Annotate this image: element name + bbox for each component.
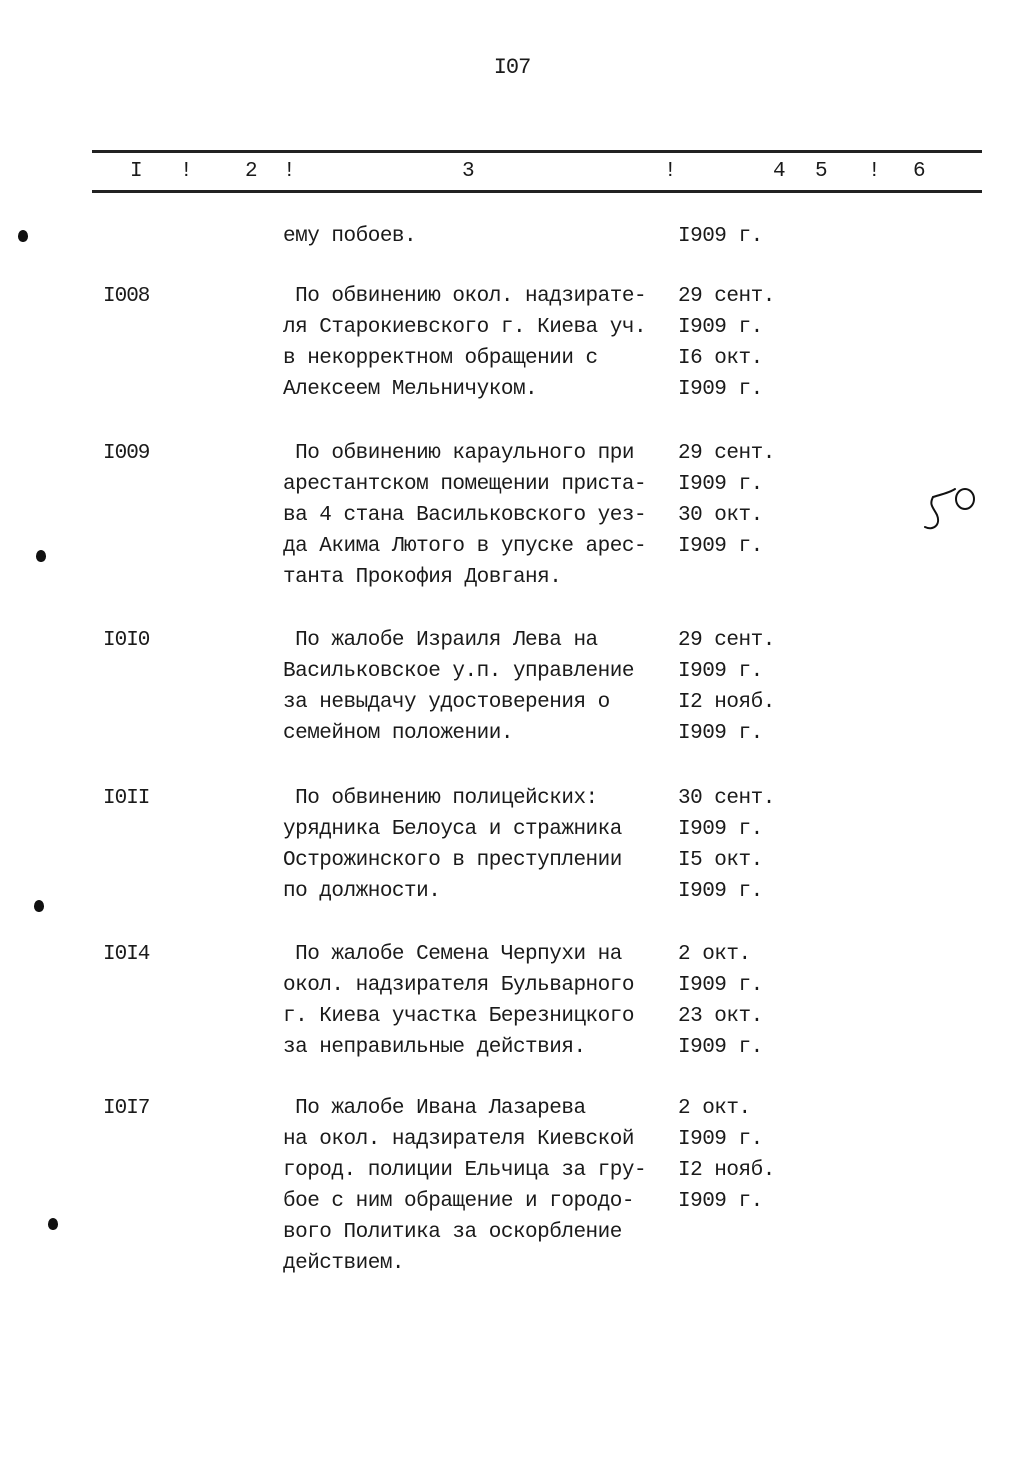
column-2-label: 2 — [245, 160, 258, 183]
entry-text-line: ему побоев. — [283, 225, 417, 248]
entry-date-line: 29 сент. — [678, 629, 775, 652]
column-separator: ! — [283, 160, 296, 183]
entry-number: I008 — [103, 285, 150, 308]
entry-text-line: в некорректном обращении с — [283, 347, 598, 370]
entry-date-line: 2 окт. — [678, 1097, 751, 1120]
handwritten-note-icon — [915, 485, 985, 535]
entry-number: I0II — [103, 787, 150, 810]
entry-text-line: Острожинского в преступлении — [283, 849, 622, 872]
entry-number: I009 — [103, 442, 150, 465]
entry-text-line: город. полиции Ельчица за гру- — [283, 1159, 647, 1182]
column-5-label: 5 — [815, 160, 828, 183]
entry-date-line: I909 г. — [678, 660, 763, 683]
header-rule-bottom — [92, 190, 982, 193]
entry-date-line: I909 г. — [678, 225, 763, 248]
entry-date-line: 29 сент. — [678, 442, 775, 465]
entry-number: I0I7 — [103, 1097, 150, 1120]
entry-text-line: По обвинению полицейских: — [283, 787, 598, 810]
entry-text-line: По жалобе Ивана Лазарева — [283, 1097, 586, 1120]
entry-text-line: По жалобе Семена Черпухи на — [283, 943, 622, 966]
column-4-label: 4 — [773, 160, 786, 183]
entry-text-line: Алексеем Мельничуком. — [283, 378, 538, 401]
entry-date-line: I2 нояб. — [678, 691, 775, 714]
column-separator: ! — [664, 160, 677, 183]
entry-text-line: за невыдачу удостоверения о — [283, 691, 610, 714]
entry-date-line: I909 г. — [678, 1190, 763, 1213]
entry-date-line: I909 г. — [678, 535, 763, 558]
entry-text-line: вого Политика за оскорбление — [283, 1221, 622, 1244]
entry-number: I0I4 — [103, 943, 150, 966]
entry-text-line: на окол. надзирателя Киевской — [283, 1128, 634, 1151]
entry-date-line: 30 окт. — [678, 504, 763, 527]
entry-date-line: I909 г. — [678, 818, 763, 841]
header-rule-top — [92, 150, 982, 153]
entry-text-line: танта Прокофия Довганя. — [283, 566, 562, 589]
column-separator: ! — [180, 160, 193, 183]
entry-date-line: 23 окт. — [678, 1005, 763, 1028]
entry-date-line: I909 г. — [678, 1128, 763, 1151]
entry-text-line: действием. — [283, 1252, 405, 1275]
binding-hole-mark — [36, 550, 46, 562]
column-1-label: I — [130, 160, 143, 183]
entry-text-line: да Акима Лютого в упуске арес- — [283, 535, 647, 558]
binding-hole-mark — [48, 1218, 58, 1230]
entry-text-line: ва 4 стана Васильковского уез- — [283, 504, 647, 527]
entry-date-line: 30 сент. — [678, 787, 775, 810]
entry-number: I0I0 — [103, 629, 150, 652]
page-number: I07 — [493, 55, 531, 80]
entry-text-line: ля Старокиевского г. Киева уч. — [283, 316, 647, 339]
binding-hole-mark — [18, 230, 28, 242]
entry-text-line: По обвинению окол. надзирате- — [283, 285, 647, 308]
entry-date-line: I909 г. — [678, 1036, 763, 1059]
entry-date-line: I909 г. — [678, 316, 763, 339]
entry-date-line: 2 окт. — [678, 943, 751, 966]
entry-text-line: г. Киева участка Березницкого — [283, 1005, 634, 1028]
entry-date-line: I909 г. — [678, 974, 763, 997]
column-3-label: 3 — [462, 160, 475, 183]
entry-date-line: I909 г. — [678, 378, 763, 401]
binding-hole-mark — [34, 900, 44, 912]
entry-text-line: семейном положении. — [283, 722, 513, 745]
entry-date-line: I909 г. — [678, 722, 763, 745]
entry-text-line: бое с ним обращение и городо- — [283, 1190, 634, 1213]
entry-text-line: окол. надзирателя Бульварного — [283, 974, 634, 997]
entry-text-line: за неправильные действия. — [283, 1036, 586, 1059]
entry-date-line: 29 сент. — [678, 285, 775, 308]
column-separator: ! — [868, 160, 881, 183]
entry-date-line: I5 окт. — [678, 849, 763, 872]
entry-text-line: урядника Белоуса и стражника — [283, 818, 622, 841]
column-6-label: 6 — [913, 160, 926, 183]
entry-text-line: по должности. — [283, 880, 441, 903]
handwritten-margin-note — [915, 485, 985, 540]
entry-date-line: I6 окт. — [678, 347, 763, 370]
entry-text-line: По жалобе Израиля Лева на — [283, 629, 598, 652]
entry-text-line: арестантском помещении приста- — [283, 473, 647, 496]
entry-date-line: I909 г. — [678, 473, 763, 496]
entry-date-line: I2 нояб. — [678, 1159, 775, 1182]
entry-date-line: I909 г. — [678, 880, 763, 903]
entry-text-line: Васильковское у.п. управление — [283, 660, 634, 683]
entry-text-line: По обвинению караульного при — [283, 442, 634, 465]
